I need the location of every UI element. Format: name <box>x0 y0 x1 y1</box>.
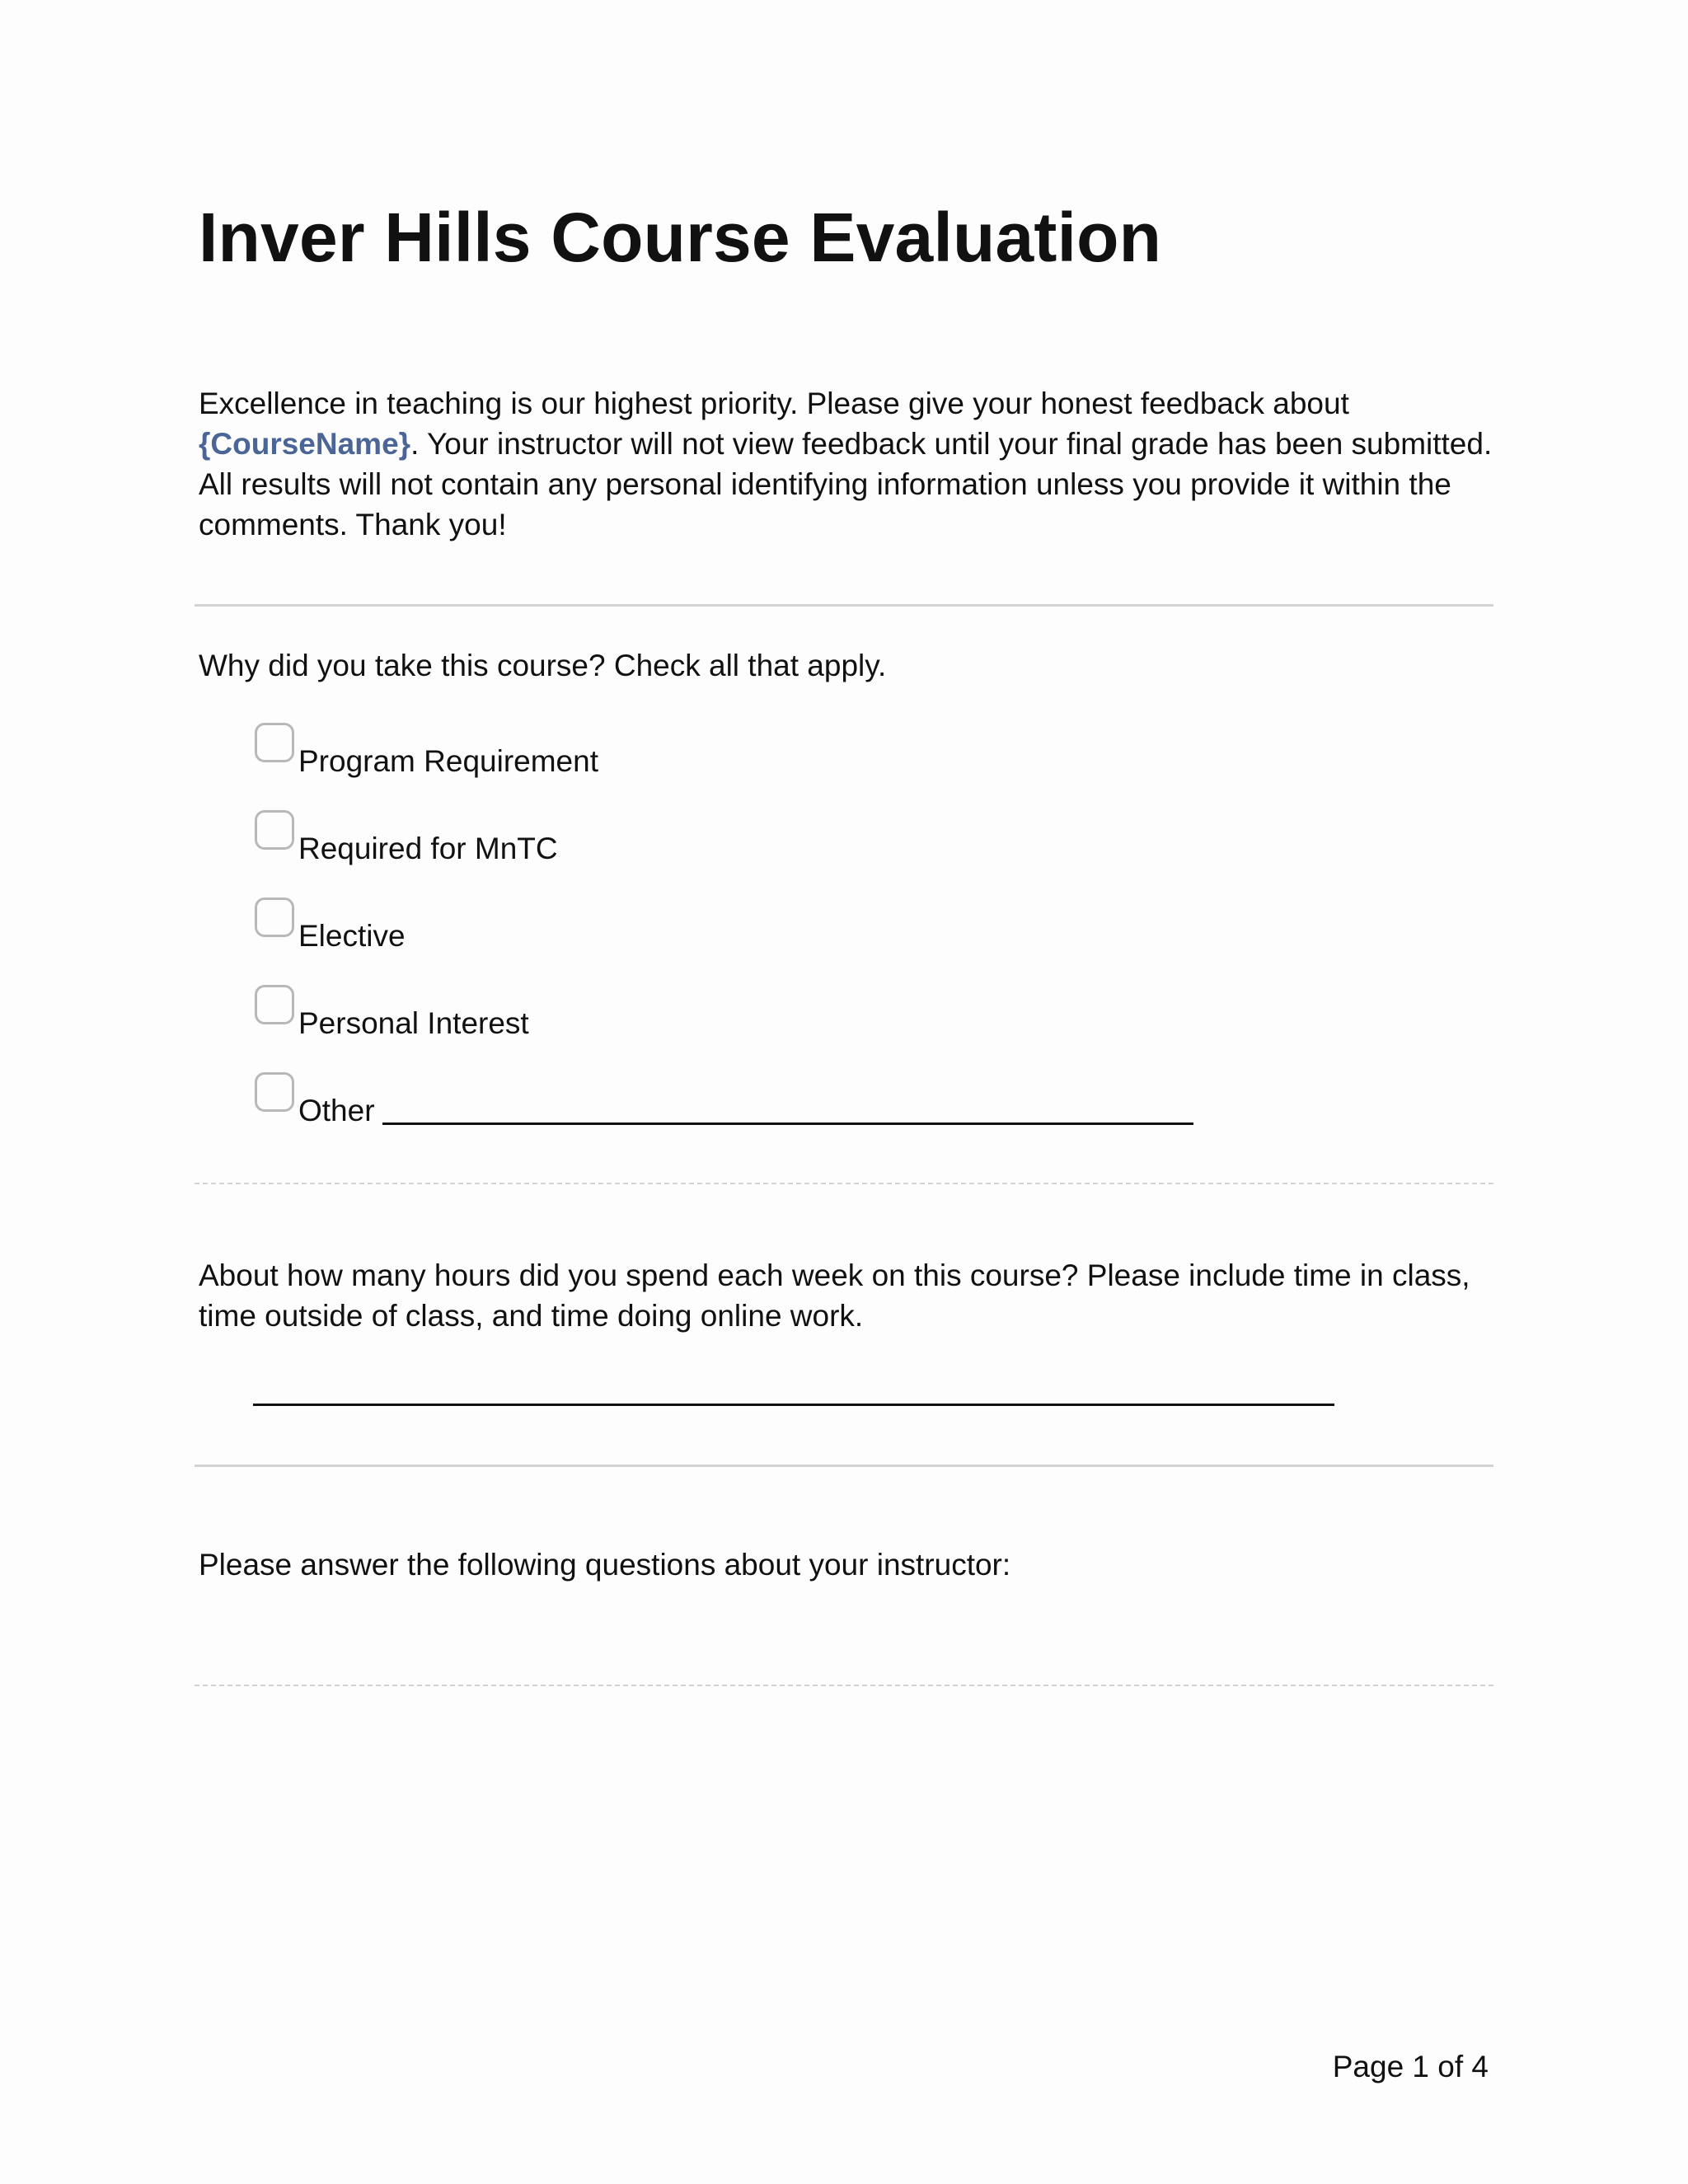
question-instructor-prompt: Please answer the following questions about your instructor: <box>199 1548 1011 1582</box>
section-divider-dashed <box>195 1183 1493 1184</box>
question-reasons-prompt: Why did you take this course? Check all that apply. <box>199 649 887 682</box>
option-label: Program Requirement <box>298 744 598 778</box>
elective-checkbox[interactable] <box>255 898 294 937</box>
personal-interest-checkbox[interactable] <box>255 985 294 1024</box>
page-number: Page 1 of 4 <box>1332 2050 1489 2083</box>
intro-text-end: . Your instructor will not view feedback until your final grade has been submitted. All results will not contain any personal identifying information unless you provide it within the comments. Thank you! <box>199 427 1493 541</box>
required-for-mntc-checkbox[interactable] <box>255 810 294 850</box>
section-divider <box>195 1465 1493 1467</box>
hours-answer-line[interactable] <box>253 1404 1334 1406</box>
document-title: Inver Hills Course Evaluation <box>199 199 1162 276</box>
section-divider <box>195 604 1493 607</box>
question-hours-prompt: About how many hours did you spend each week on this course? Please include time in class, time outside of class, and time doing online work. <box>199 1258 1470 1333</box>
intro-text-start: Excellence in teaching is our highest priority. Please give your honest feedback about <box>199 387 1349 420</box>
option-label: Other <box>298 1094 375 1127</box>
other-text-line[interactable] <box>382 1122 1193 1125</box>
section-divider-dashed <box>195 1685 1493 1686</box>
option-label: Elective <box>298 919 406 953</box>
course-name-placeholder: {CourseName} <box>199 427 411 461</box>
other-checkbox[interactable] <box>255 1072 294 1112</box>
option-label: Required for MnTC <box>298 832 558 865</box>
option-label: Personal Interest <box>298 1006 529 1040</box>
intro-paragraph <box>199 383 1517 545</box>
program-requirement-checkbox[interactable] <box>255 723 294 762</box>
